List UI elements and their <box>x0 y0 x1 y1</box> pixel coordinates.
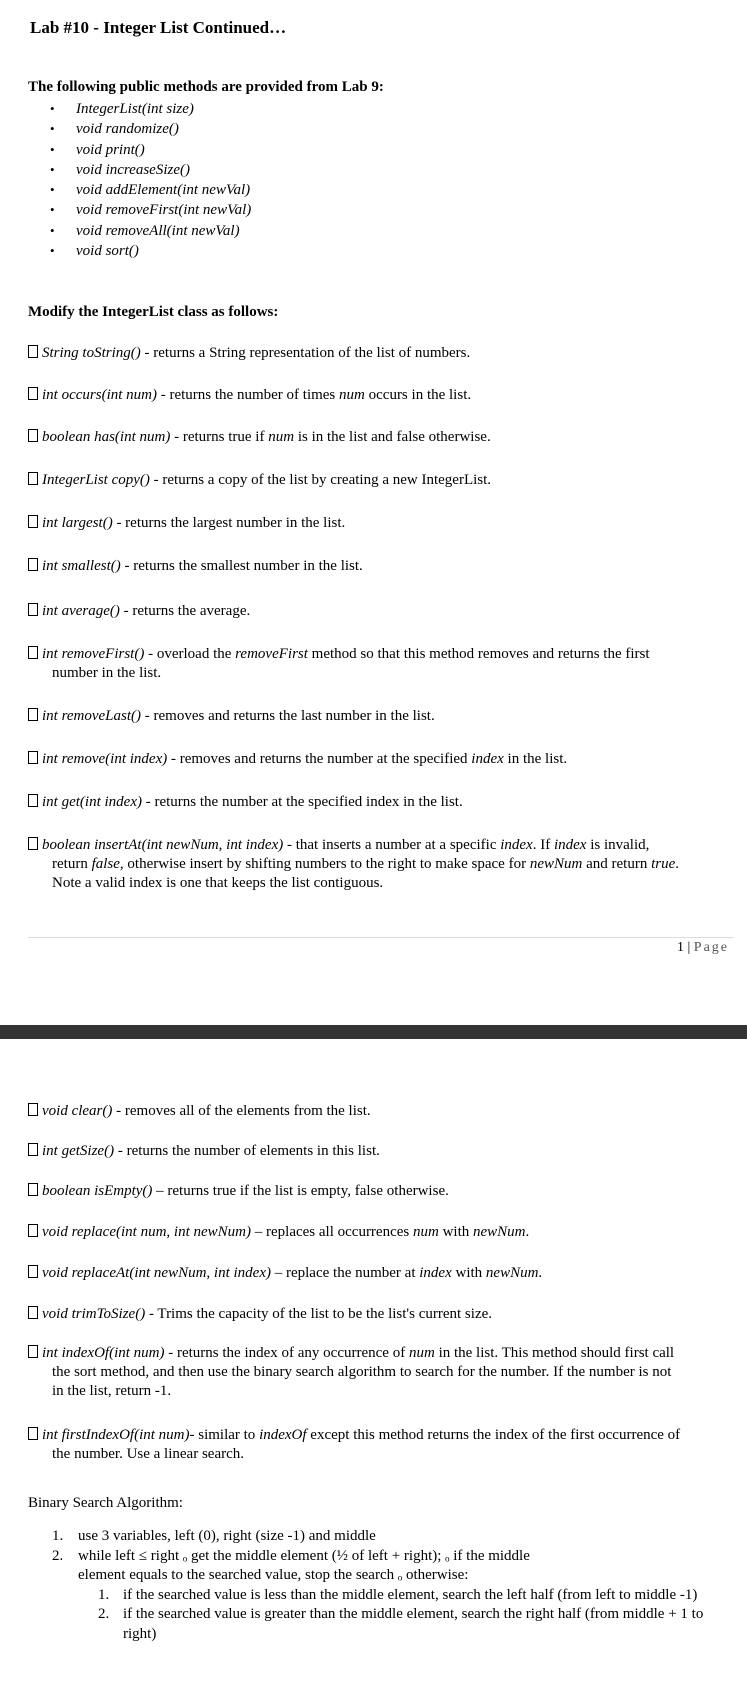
checkbox-icon <box>28 558 38 571</box>
checkbox-icon <box>28 1265 38 1278</box>
provided-heading: The following public methods are provided from Lab 9: <box>28 79 384 95</box>
checkbox-icon <box>28 472 38 485</box>
method-item: boolean has(int num) - returns true if num is in the list and false otherwise. <box>28 428 733 447</box>
list-item: • void removeFirst(int newVal) <box>28 200 251 220</box>
list-item: 2. while left ≤ right ₒ get the middle element (½ of left + right); ₒ if the middle element equals to the searched value, stop the search ₒ otherwise: 1. if the searched value is less than the middle element, search the left half (from left to middle -1) 2. if the searched value is greater than the middle element, search the right half (from middle + 1 to right) <box>28 1547 728 1645</box>
method-item: int remove(int index) - removes and returns the number at the specified index in the list. <box>28 750 733 769</box>
checkbox-icon <box>28 1103 38 1116</box>
checkbox-icon <box>28 1345 38 1358</box>
method-item: void clear() - removes all of the elements from the list. <box>28 1102 733 1121</box>
list-item: • void increaseSize() <box>28 160 251 180</box>
checkbox-icon <box>28 751 38 764</box>
list-item: • void addElement(int newVal) <box>28 180 251 200</box>
checkbox-icon <box>28 603 38 616</box>
list-item: 1. use 3 variables, left (0), right (size -1) and middle <box>52 1528 376 1544</box>
method-item: int removeLast() - removes and returns the last number in the list. <box>28 707 733 726</box>
list-item: 2. if the searched value is greater than the middle element, search the right half (from middle + 1 to right) <box>98 1606 704 1642</box>
method-item: void trimToSize() - Trims the capacity of the list to be the list's current size. <box>28 1305 733 1324</box>
method-item: int removeFirst() - overload the removeFirst method so that this method removes and returns the first number in the list. <box>28 645 733 683</box>
checkbox-icon <box>28 1427 38 1440</box>
method-item: int smallest() - returns the smallest number in the list. <box>28 557 733 576</box>
method-item: String toString() - returns a String representation of the list of numbers. <box>28 344 733 363</box>
method-item: int getSize() - returns the number of elements in this list. <box>28 1142 733 1161</box>
binary-search-heading: Binary Search Algorithm: <box>28 1495 183 1511</box>
list-item: • void print() <box>28 140 251 160</box>
method-item: int largest() - returns the largest number in the list. <box>28 514 733 533</box>
checkbox-icon <box>28 646 38 659</box>
checkbox-icon <box>28 837 38 850</box>
checkbox-icon <box>28 1183 38 1196</box>
list-item: • IntegerList(int size) <box>28 99 251 119</box>
method-item-index-of: int indexOf(int num) - returns the index of any occurrence of num in the list. This method should first call the sort method, and then use the binary search algorithm to search for the number. If the number is not in the list, return -1. <box>28 1344 733 1401</box>
method-item: void replaceAt(int newNum, int index) – replace the number at index with newNum. <box>28 1264 733 1283</box>
page-number: 1 | Page <box>676 940 729 955</box>
method-item-first-index-of: int firstIndexOf(int num)- similar to indexOf except this method returns the index of the first occurrence of the number. Use a linear search. <box>28 1426 733 1464</box>
checkbox-icon <box>28 345 38 358</box>
checkbox-icon <box>28 387 38 400</box>
footer-divider <box>28 937 734 938</box>
page-break-divider <box>0 1025 747 1039</box>
page-2 <box>0 1039 747 1697</box>
modify-heading: Modify the IntegerList class as follows: <box>28 304 279 320</box>
list-item: • void randomize() <box>28 119 251 139</box>
method-item: void replace(int num, int newNum) – replaces all occurrences num with newNum. <box>28 1223 733 1242</box>
checkbox-icon <box>28 515 38 528</box>
page-title: Lab #10 - Integer List Continued… <box>30 18 287 37</box>
binary-search-substeps <box>78 1586 728 1645</box>
checkbox-icon <box>28 1306 38 1319</box>
checkbox-icon <box>28 429 38 442</box>
list-item: 1. if the searched value is less than the middle element, search the left half (from left to middle -1) <box>98 1586 698 1603</box>
checkbox-icon <box>28 1224 38 1237</box>
checkbox-icon <box>28 1143 38 1156</box>
provided-methods-list <box>28 99 251 261</box>
method-item: int get(int index) - returns the number at the specified index in the list. <box>28 793 733 812</box>
method-item: IntegerList copy() - returns a copy of the list by creating a new IntegerList. <box>28 471 733 490</box>
binary-search-steps <box>28 1527 728 1644</box>
checkbox-icon <box>28 708 38 721</box>
list-item: • void sort() <box>28 241 251 261</box>
method-item: int occurs(int num) - returns the number of times num occurs in the list. <box>28 386 733 405</box>
method-item: int average() - returns the average. <box>28 602 733 621</box>
checkbox-icon <box>28 794 38 807</box>
method-item-insert-at: boolean insertAt(int newNum, int index) - that inserts a number at a specific index. If index is invalid, return false, otherwise insert by shifting numbers to the right to make space for newNum and return true. Note a valid index is one that keeps the list contiguous. <box>28 836 733 893</box>
list-item: • void removeAll(int newVal) <box>28 221 251 241</box>
method-item: boolean isEmpty() – returns true if the list is empty, false otherwise. <box>28 1182 733 1201</box>
